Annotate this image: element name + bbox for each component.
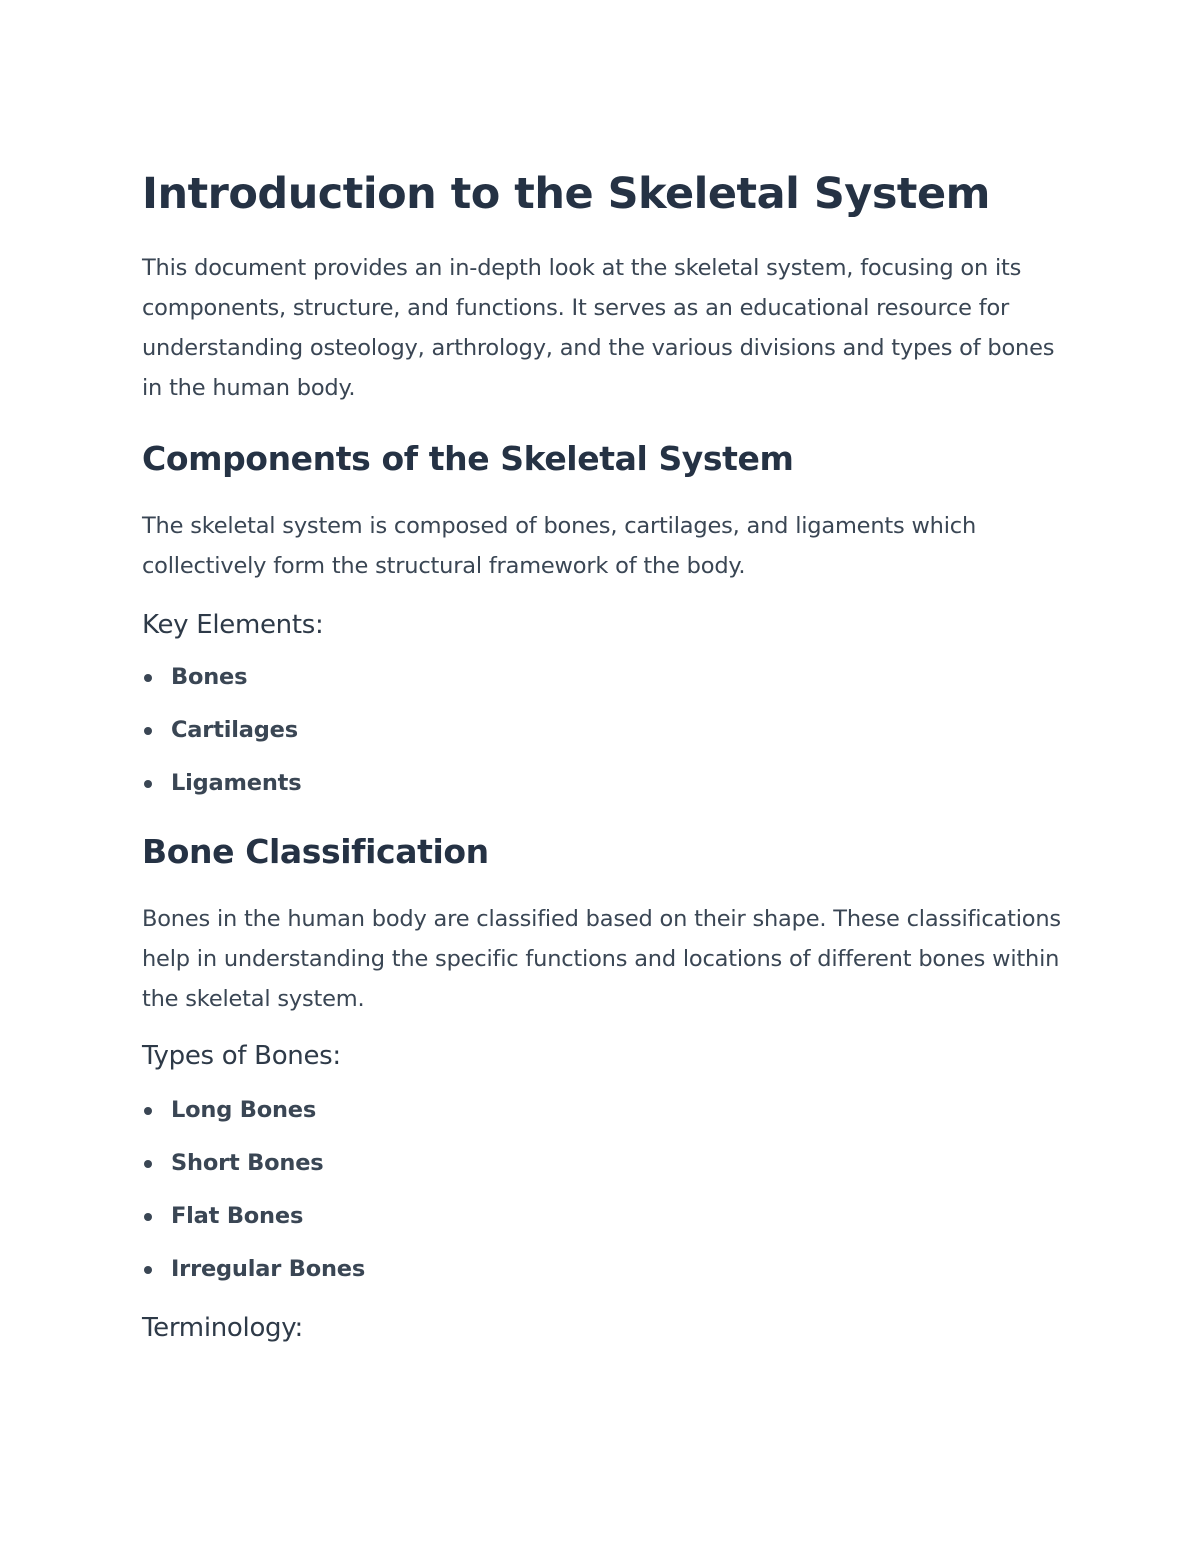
bullet-icon [144, 1213, 152, 1221]
list-item-label: Cartilages [171, 717, 298, 743]
list-item-label: Short Bones [171, 1150, 324, 1176]
bullet-icon [144, 780, 152, 788]
list-item-label: Long Bones [171, 1097, 317, 1123]
list-item [142, 704, 1072, 757]
list-item-label: Flat Bones [171, 1203, 304, 1229]
list-item [142, 757, 1072, 810]
classification-paragraph: Bones in the human body are classified based on their shape. These classifications help in understanding the specific functions and locations of different bones within the skeletal system. [142, 906, 1061, 1012]
bullet-icon [144, 674, 152, 682]
list-item-label: Ligaments [171, 770, 302, 796]
bullet-icon [144, 1107, 152, 1115]
list-item-label: Irregular Bones [171, 1256, 366, 1282]
document-page [142, 160, 1072, 1348]
bullet-icon [144, 1160, 152, 1168]
list-item-label: Bones [171, 664, 248, 690]
list-item [142, 651, 1072, 704]
intro-paragraph: This document provides an in-depth look at the skeletal system, focusing on its components, structure, and functions. It serves as an educational resource for understanding osteology, arthrology, and the various divisions and types of bones in the human body. [142, 255, 1055, 401]
bullet-icon [144, 1266, 152, 1274]
list-item [142, 1190, 1072, 1243]
list-item [142, 1243, 1072, 1296]
document-title: Introduction to the Skeletal System [142, 169, 990, 219]
types-of-bones-list [142, 1084, 1072, 1296]
key-elements-heading: Key Elements: [142, 610, 324, 640]
components-paragraph: The skeletal system is composed of bones, cartilages, and ligaments which collectively form the structural framework of the body. [142, 513, 977, 579]
key-elements-list [142, 651, 1072, 810]
types-of-bones-heading: Types of Bones: [142, 1041, 341, 1071]
bone-classification-heading: Bone Classification [142, 832, 489, 871]
list-item [142, 1137, 1072, 1190]
terminology-heading: Terminology: [142, 1313, 303, 1343]
components-heading: Components of the Skeletal System [142, 439, 794, 478]
bullet-icon [144, 727, 152, 735]
list-item [142, 1084, 1072, 1137]
